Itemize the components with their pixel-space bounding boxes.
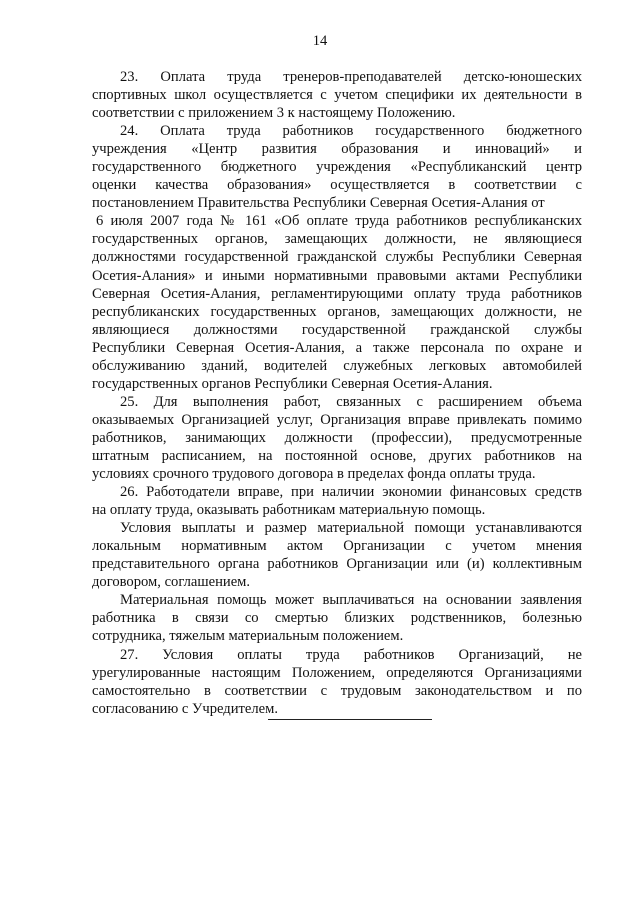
text-line: Осетия-Алания» и иными нормативными правовыми актами Республики [92, 267, 582, 284]
text-line: локальным нормативным актом Организации с учетом мнения [92, 538, 582, 555]
text-line: 27. Условия оплаты труда работников Организаций, не [120, 646, 582, 663]
text-line: спортивных школ осуществляется с учетом специфики их деятельности в [92, 87, 582, 104]
text-line: самостоятельно в соответствии с трудовым законодательством и по [92, 682, 582, 699]
text-line: 26. Работодатели вправе, при наличии экономии финансовых средств [120, 484, 582, 501]
text-line: 25. Для выполнения работ, связанных с расширением объема [120, 393, 582, 410]
text-line: соответствии с приложением 3 к настоящему Положению. [92, 105, 456, 122]
text-line: Северная Осетия-Алания, регламентирующими оплату труда работников [92, 285, 582, 302]
text-line: государственных органов Республики Северная Осетия-Алания. [92, 375, 493, 392]
text-line: представительного органа работников Организации или (и) коллективным [92, 556, 582, 573]
closing-divider [268, 719, 432, 720]
text-line: работников, занимающих должности (профессии), предусмотренные [92, 429, 582, 446]
text-line: 6 июля 2007 года № 161 «Об оплате труда работников республиканских [96, 213, 582, 230]
text-line: условиях срочного трудового договора в пределах фонда оплаты труда. [92, 466, 536, 483]
text-line: Республики Северная Осетия-Алания, а также персонала по охране и [92, 339, 582, 356]
text-line: учреждения «Центр развития образования и инноваций» и [92, 141, 582, 158]
text-line: согласованию с Учредителем. [92, 700, 279, 717]
text-line: постановлением Правительства Республики Северная Осетия-Алания от [92, 195, 545, 212]
text-line: работника в связи со смертью близких родственников, болезнью [92, 610, 582, 627]
text-line: государственного бюджетного учреждения «Республиканский центр [92, 159, 582, 176]
text-line: оказываемых Организацией услуг, Организация вправе привлекать помимо [92, 411, 582, 428]
text-line: договором, соглашением. [92, 574, 251, 591]
text-line: штатным расписанием, на постоянной основе, других работников на [92, 447, 582, 464]
text-line: 23. Оплата труда тренеров-преподавателей детско-юношеских [120, 69, 582, 85]
text-line: на оплату труда, оказывать работникам материальную помощь. [92, 502, 486, 519]
document-body [92, 68, 582, 718]
text-line: являющиеся должностями государственной гражданской службы [92, 321, 582, 338]
text-line: урегулированные настоящим Положением, определяются Организациями [92, 664, 582, 681]
text-line: оценки качества образования» осуществляется в соответствии с [92, 177, 582, 194]
text-line: сотрудника, тяжелым материальным положением. [92, 628, 404, 645]
page-number: 14 [312, 33, 328, 49]
text-line: обслуживанию зданий, водителей служебных легковых автомобилей [92, 357, 582, 374]
text-line: 24. Оплата труда работников государственного бюджетного [120, 123, 582, 140]
text-line: республиканских государственных органов, замещающих должности, не [92, 303, 582, 320]
text-line: Условия выплаты и размер материальной помощи устанавливаются [120, 520, 582, 537]
text-line: государственных органов, замещающих должности, не являющиеся [92, 231, 582, 248]
text-line: Материальная помощь может выплачиваться на основании заявления [120, 592, 582, 609]
text-line: должностями государственной гражданской службы Республики Северная [92, 249, 582, 266]
